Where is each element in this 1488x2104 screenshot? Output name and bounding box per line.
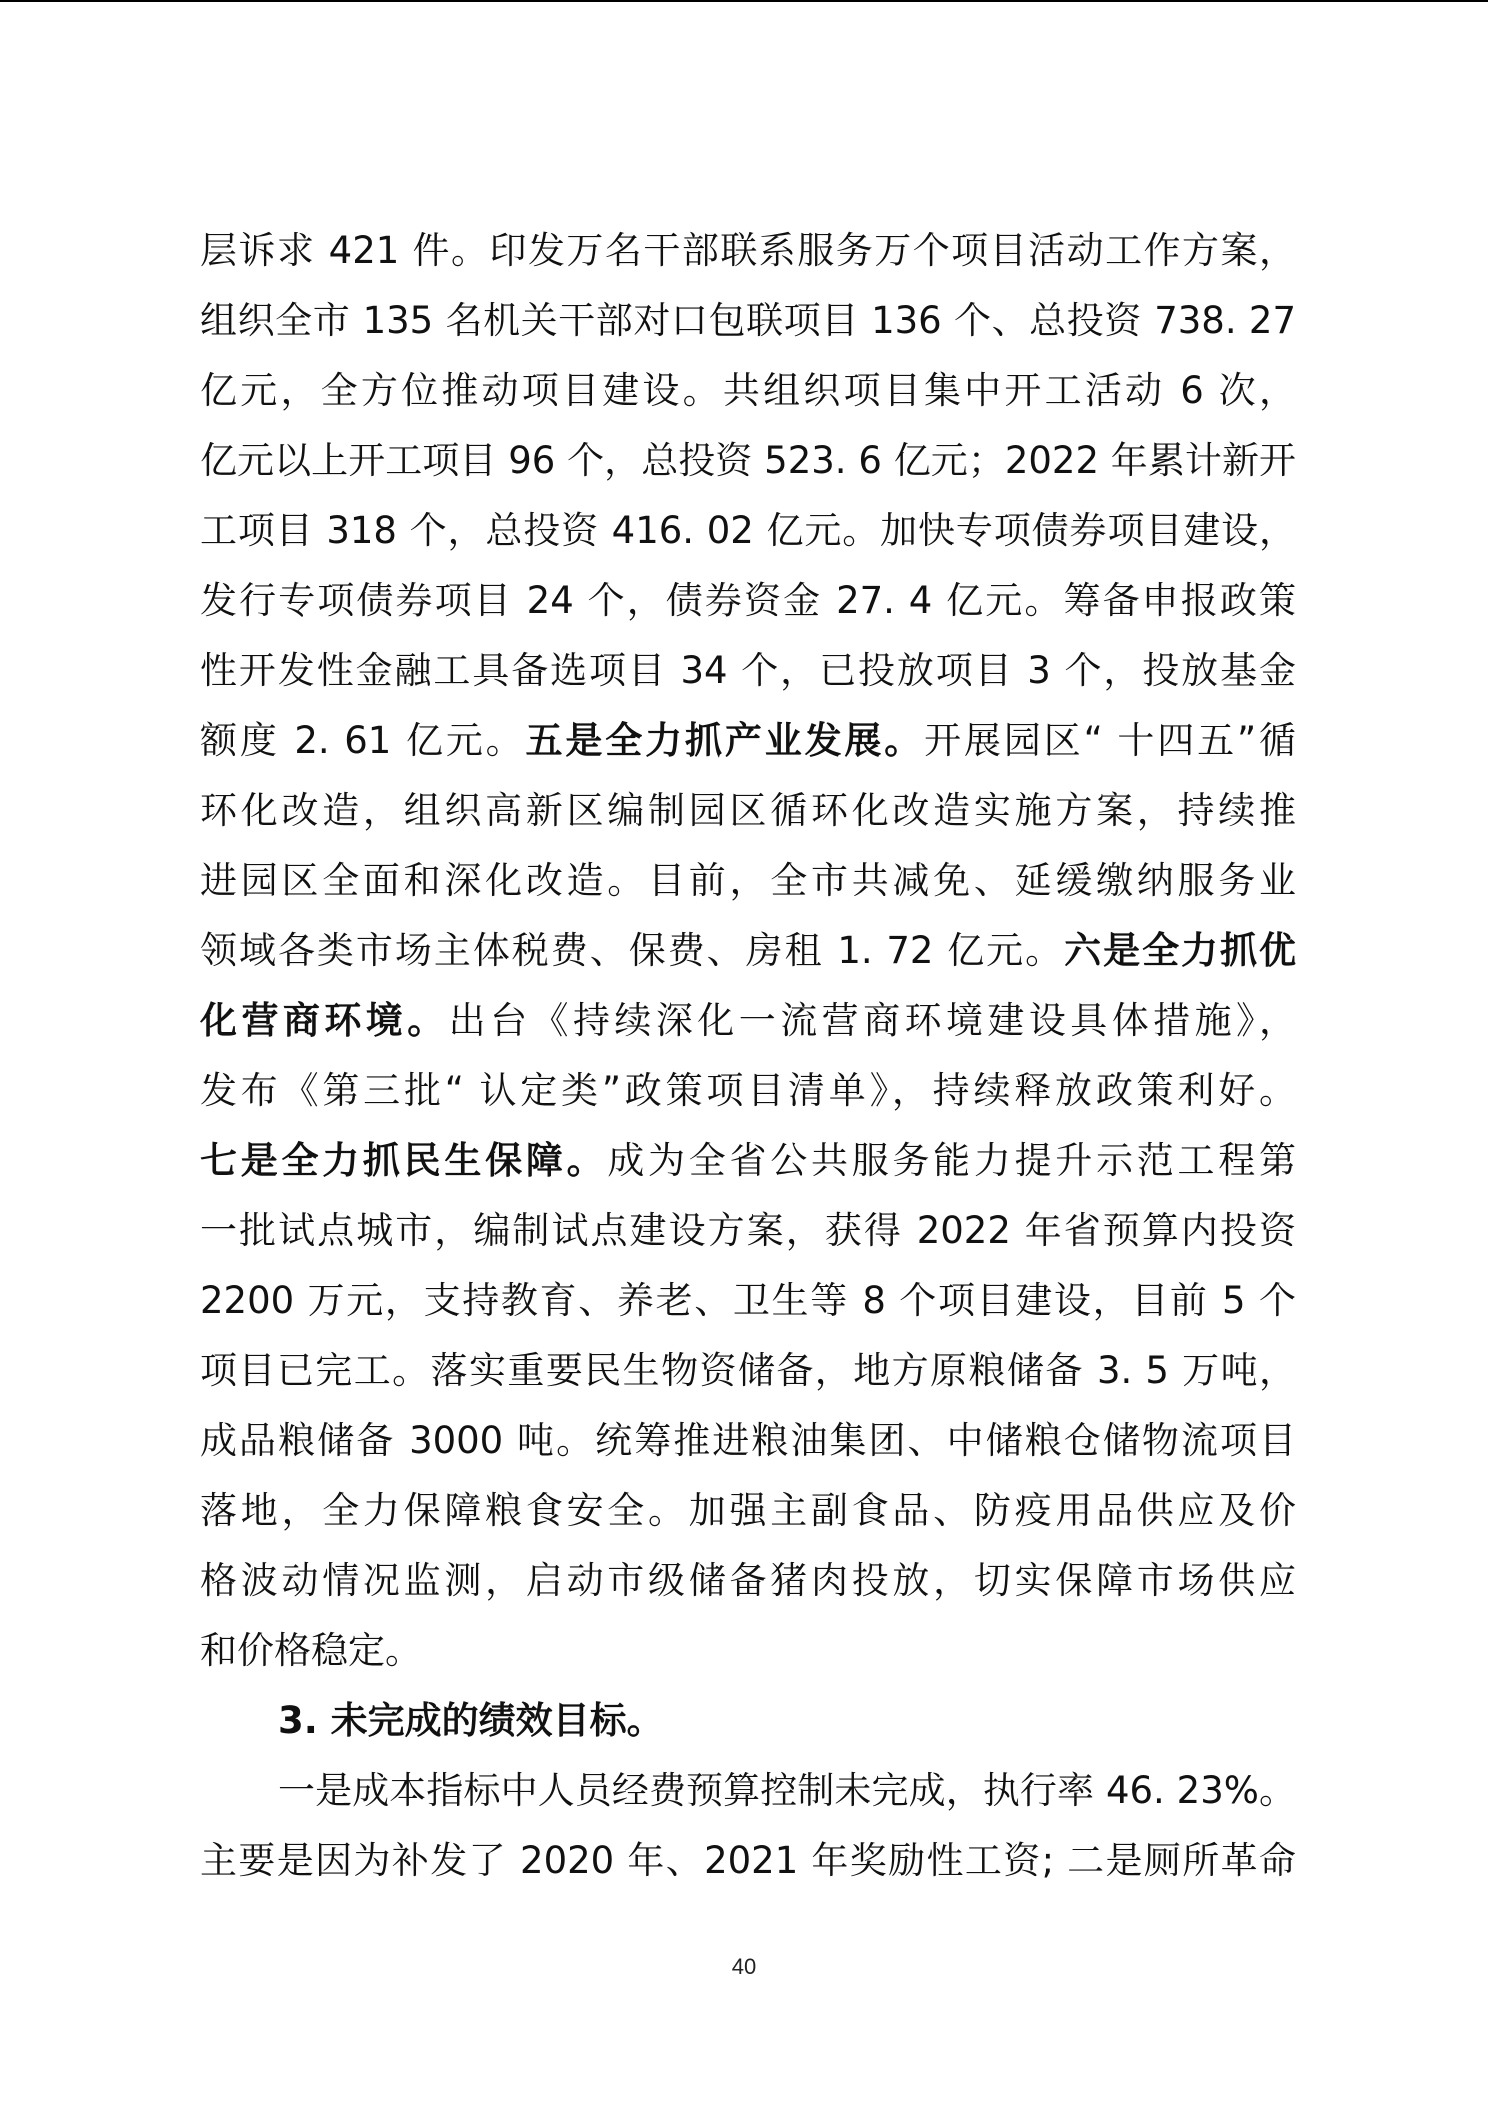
body-text-segment: 组织全市 135 名机关干部对口包联项目 136 个、总投资 738. 27 (200, 299, 1296, 342)
text-line (200, 1056, 1296, 1126)
text-line (200, 566, 1296, 636)
text-line (200, 1476, 1296, 1546)
body-text-segment: 发布《第三批“ 认定类”政策项目清单》，持续释放政策利好。 (200, 1069, 1296, 1112)
bold-heading-text: 化营商环境。 (200, 999, 449, 1042)
body-text-segment: 一是成本指标中人员经费预算控制未完成，执行率 46. 23%。 (278, 1769, 1296, 1812)
text-line (200, 496, 1296, 566)
body-text-segment: 领域各类市场主体税费、保费、房租 1. 72 亿元。 (200, 929, 1065, 972)
body-text-segment: 落地，全力保障粮食安全。加强主副食品、防疫用品供应及价 (200, 1489, 1296, 1532)
text-line (200, 216, 1296, 286)
body-text-segment: 成品粮储备 3000 吨。统筹推进粮油集团、中储粮仓储物流项目 (200, 1419, 1296, 1462)
body-text-segment: 性开发性金融工具备选项目 34 个，已投放项目 3 个，投放基金 (200, 649, 1296, 692)
text-line (200, 776, 1296, 846)
body-text-segment: 和价格稳定。 (200, 1629, 422, 1672)
text-line (200, 1126, 1296, 1196)
body-text-segment: 亿元以上开工项目 96 个，总投资 523. 6 亿元；2022 年累计新开 (200, 439, 1296, 482)
text-line (200, 1196, 1296, 1266)
document-body-text (200, 216, 1296, 1896)
text-line (200, 286, 1296, 356)
page-top-border (0, 0, 1488, 2)
body-text-segment: 项目已完工。落实重要民生物资储备，地方原粮储备 3. 5 万吨， (200, 1349, 1296, 1392)
body-text-segment: 成为全省公共服务能力提升示范工程第 (607, 1139, 1296, 1182)
text-line (200, 1616, 1296, 1686)
body-text-segment: 环化改造，组织高新区编制园区循环化改造实施方案，持续推 (200, 789, 1296, 832)
body-text-segment: 层诉求 421 件。印发万名干部联系服务万个项目活动工作方案， (200, 229, 1296, 272)
body-text-segment: 主要是因为补发了 2020 年、2021 年奖励性工资; 二是厕所革命 (200, 1839, 1296, 1882)
text-line (200, 1686, 1296, 1756)
text-line (200, 706, 1296, 776)
body-text-segment: 格波动情况监测，启动市级储备猪肉投放，切实保障市场供应 (200, 1559, 1296, 1602)
body-text-segment: 工项目 318 个，总投资 416. 02 亿元。加快专项债券项目建设， (200, 509, 1296, 552)
text-line (200, 356, 1296, 426)
text-line (200, 1546, 1296, 1616)
text-line (200, 986, 1296, 1056)
body-text-segment: 出台《持续深化一流营商环境建设具体措施》， (448, 999, 1296, 1042)
body-text-segment: 发行专项债券项目 24 个，债券资金 27. 4 亿元。筹备申报政策 (200, 579, 1296, 622)
bold-heading-text: 六是全力抓优 (1064, 929, 1296, 972)
text-line (200, 846, 1296, 916)
text-line (200, 1756, 1296, 1826)
text-line (200, 636, 1296, 706)
body-text-segment: 开展园区“ 十四五”循 (924, 719, 1296, 762)
text-line (200, 1266, 1296, 1336)
body-text-segment: 亿元，全方位推动项目建设。共组织项目集中开工活动 6 次， (200, 369, 1296, 412)
text-line (200, 1826, 1296, 1896)
bold-heading-text: 3. 未完成的绩效目标。 (278, 1699, 664, 1742)
body-text-segment: 额度 2. 61 亿元。 (200, 719, 526, 762)
bold-heading-text: 五是全力抓产业发展。 (525, 719, 925, 762)
body-text-segment: 2200 万元，支持教育、养老、卫生等 8 个项目建设，目前 5 个 (200, 1279, 1296, 1322)
text-line (200, 426, 1296, 496)
body-text-segment: 一批试点城市，编制试点建设方案，获得 2022 年省预算内投资 (200, 1209, 1296, 1252)
page-number: 40 (731, 1954, 757, 1979)
bold-heading-text: 七是全力抓民生保障。 (200, 1139, 608, 1182)
text-line (200, 916, 1296, 986)
text-line (200, 1336, 1296, 1406)
text-line (200, 1406, 1296, 1476)
body-text-segment: 进园区全面和深化改造。目前，全市共减免、延缓缴纳服务业 (200, 859, 1296, 902)
